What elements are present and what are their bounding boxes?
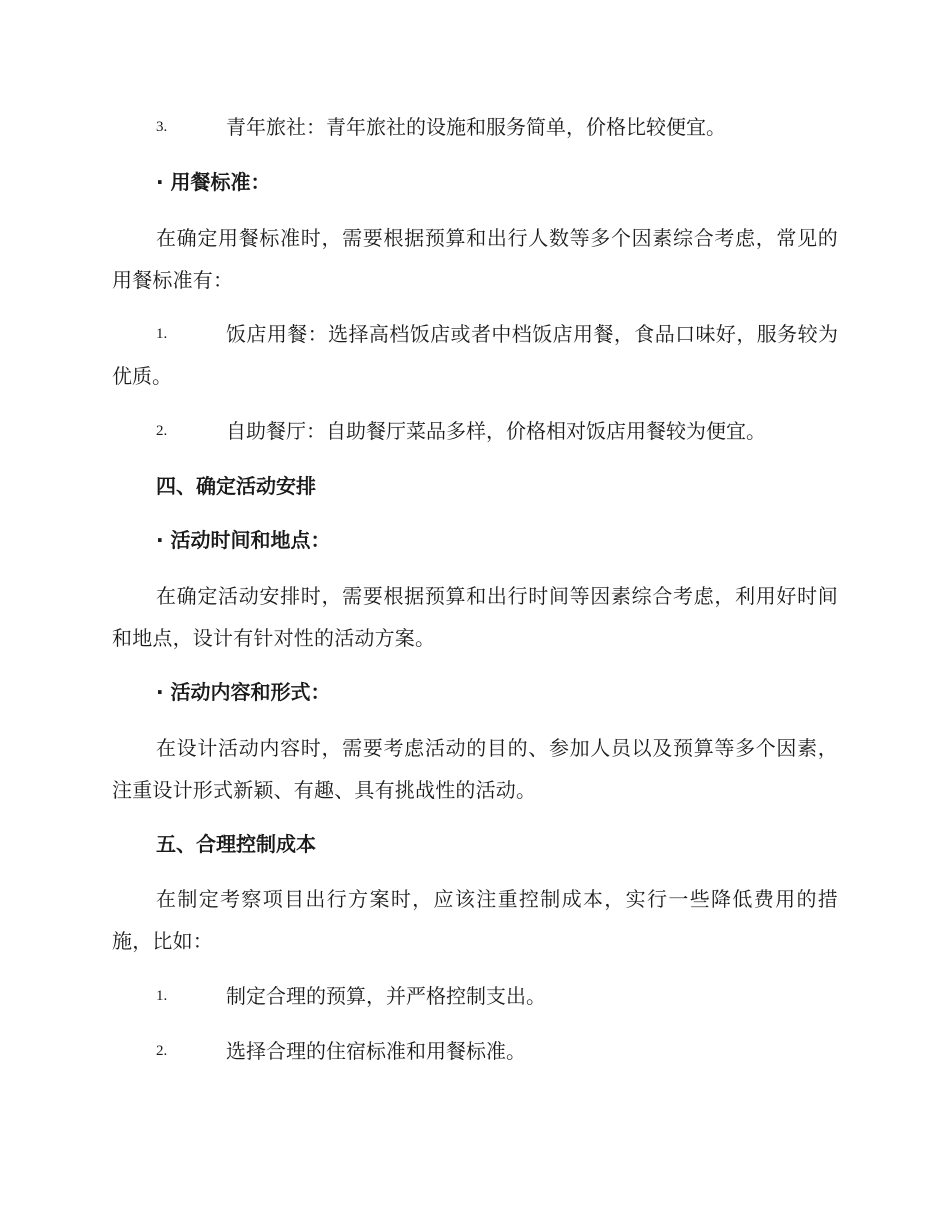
list-item-standard (112, 1030, 838, 1072)
section-heading-four: 四、确定活动安排 (156, 474, 316, 498)
list-number: 3. (156, 119, 168, 135)
paragraph-content-form: 在设计活动内容时，需要考虑活动的目的、参加人员以及预算等多个因素，注重设计形式新颖、有趣、具有挑战性的活动。 (112, 736, 838, 802)
paragraph-cost: 在制定考察项目出行方案时，应该注重控制成本，实行一些降低费用的措施，比如： (112, 887, 838, 953)
list-text: 饭店用餐：选择高档饭店或者中档饭店用餐，食品口味好，服务较为优质。 (112, 322, 838, 388)
paragraph-time-place: 在确定活动安排时，需要根据预算和出行时间等因素综合考虑，利用好时间和地点，设计有针对性的活动方案。 (112, 584, 838, 650)
list-item-budget (112, 975, 838, 1017)
list-item-buffet (112, 410, 838, 452)
list-item-restaurant (112, 313, 838, 397)
paragraph-dining-standard: 在确定用餐标准时，需要根据预算和出行人数等多个因素综合考虑，常见的用餐标准有： (112, 226, 838, 292)
list-text: 制定合理的预算，并严格控制支出。 (226, 984, 546, 1008)
section-heading-five: 五、合理控制成本 (156, 832, 316, 856)
subheading-dining-standard: · 用餐标准： (156, 170, 271, 194)
list-number: 1. (156, 326, 168, 342)
list-text: 自助餐厅：自助餐厅菜品多样，价格相对饭店用餐较为便宜。 (226, 419, 766, 443)
list-number: 2. (156, 1043, 168, 1059)
list-number: 2. (156, 423, 168, 439)
list-text: 选择合理的住宿标准和用餐标准。 (226, 1039, 526, 1063)
subheading-content-form: · 活动内容和形式： (156, 680, 331, 704)
list-number: 1. (156, 988, 168, 1004)
subheading-time-place: · 活动时间和地点： (156, 528, 331, 552)
list-item-hostel (112, 106, 838, 148)
list-text: 青年旅社：青年旅社的设施和服务简单，价格比较便宜。 (226, 115, 726, 139)
